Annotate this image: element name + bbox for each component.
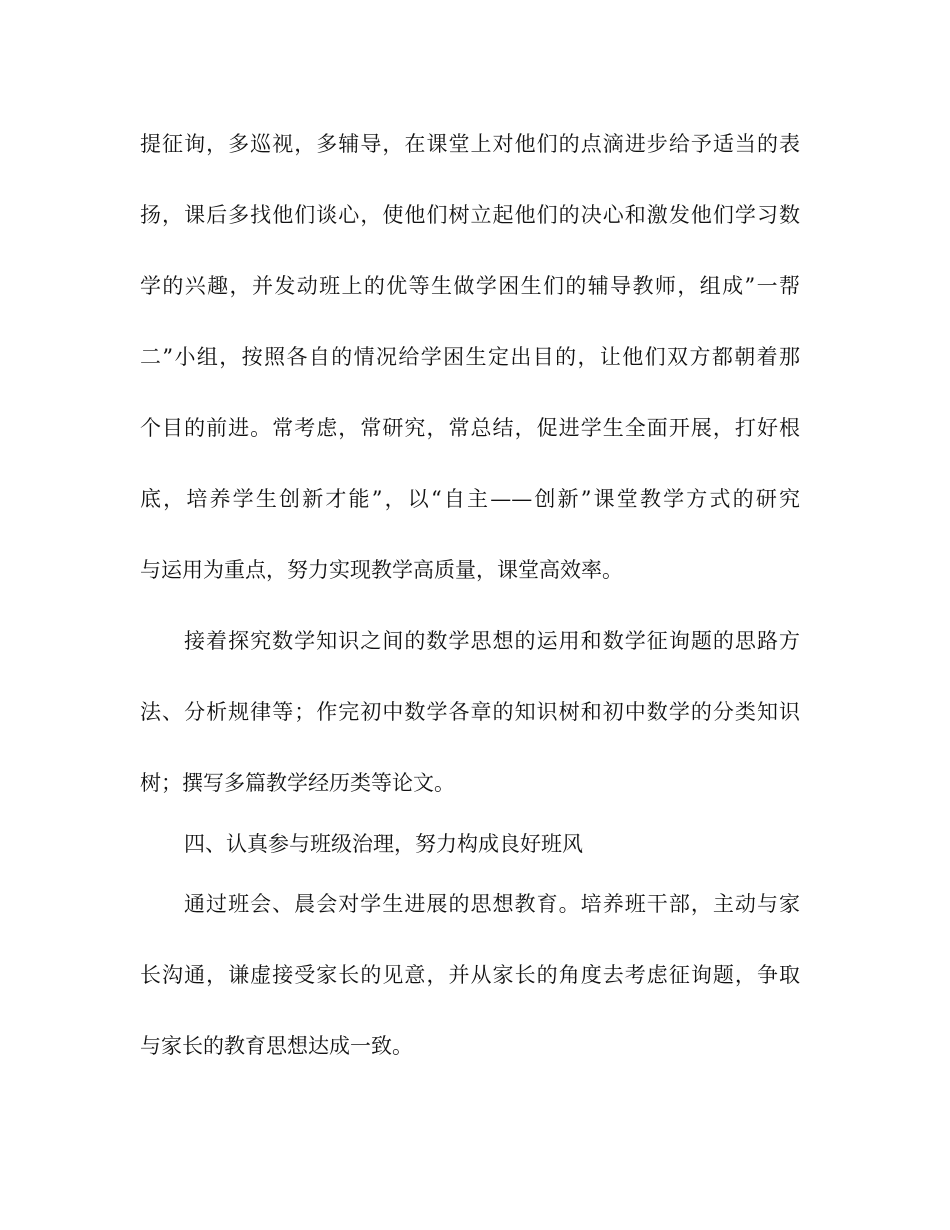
paragraph-3-line-3: 与家长的教育思想达成一致。 xyxy=(140,1034,413,1058)
section-heading: 四、认真参与班级治理，努力构成良好班风 xyxy=(184,832,583,856)
paragraph-2-line-3: 树；撰写多篇教学经历类等论文。 xyxy=(140,771,455,795)
paragraph-1-line-4: 二”小组，按照各自的情况给学困生定出目的，让他们双方都朝着那 xyxy=(140,345,800,369)
paragraph-2-line-2: 法、分析规律等；作完初中数学各章的知识树和初中数学的分类知识 xyxy=(140,700,800,724)
paragraph-1-line-3: 学的兴趣，并发动班上的优等生做学困生们的辅导教师，组成”一帮 xyxy=(140,274,800,298)
paragraph-1-line-2: 扬，课后多找他们谈心，使他们树立起他们的决心和激发他们学习数 xyxy=(140,203,800,227)
paragraph-1-line-1: 提征询，多巡视，多辅导，在课堂上对他们的点滴进步给予适当的表 xyxy=(140,132,800,156)
paragraph-1-line-5: 个目的前进。常考虑，常研究，常总结，促进学生全面开展，打好根 xyxy=(140,416,800,440)
paragraph-3-line-1: 通过班会、晨会对学生进展的思想教育。培养班干部，主动与家 xyxy=(184,892,800,916)
paragraph-1-line-7: 与运用为重点，努力实现教学高质量，课堂高效率。 xyxy=(140,558,623,582)
paragraph-1-line-6: 底，培养学生创新才能”，以“自主——创新”课堂教学方式的研究 xyxy=(140,487,800,511)
paragraph-3-line-2: 长沟通，谦虚接受家长的见意，并从家长的角度去考虑征询题，争取 xyxy=(140,963,800,987)
paragraph-2-line-1: 接着探究数学知识之间的数学思想的运用和数学征询题的思路方 xyxy=(184,629,800,653)
